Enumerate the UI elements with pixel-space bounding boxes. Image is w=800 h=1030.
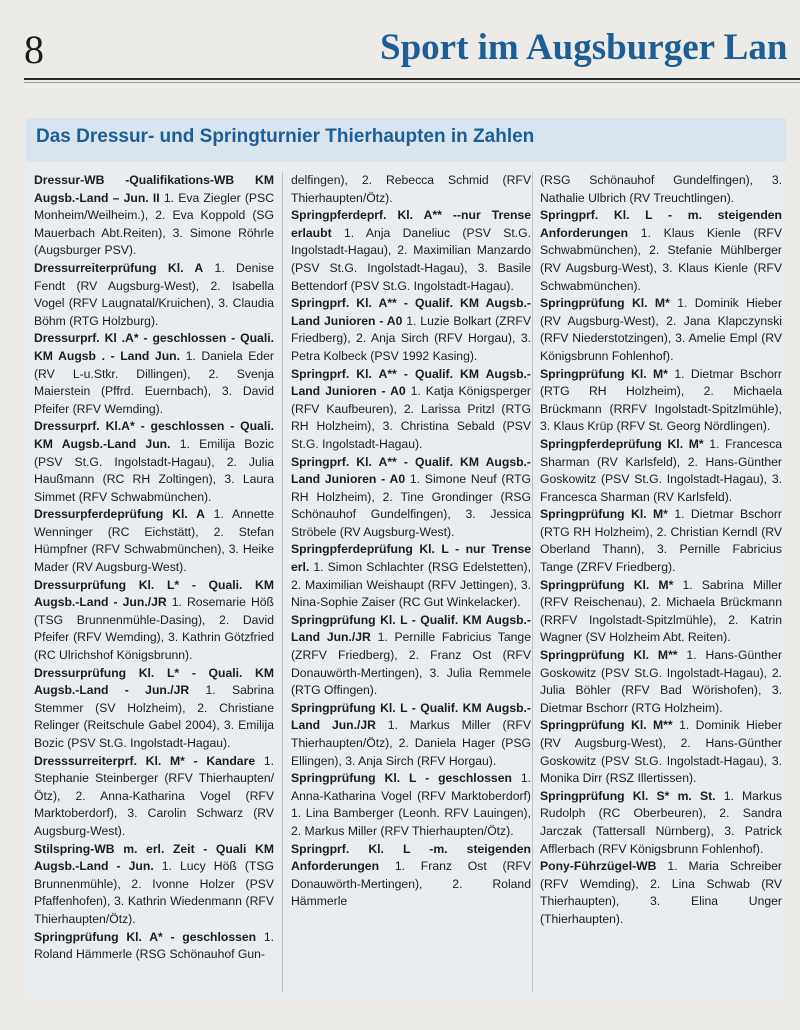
result-entry bbox=[34, 665, 274, 753]
result-entry bbox=[34, 418, 274, 506]
result-entry bbox=[540, 506, 782, 576]
result-entry bbox=[540, 858, 782, 928]
result-placings: 1. Pernille Fabricius Tange (ZRFV Friedberg), 2. Franz Ost (RFV Donauwörth-Mertingen), 3. Julia Remmele (RTG Offingen). bbox=[291, 630, 531, 698]
competition-heading: Dressurprf. Kl.A* - geschlossen - Quali. KM Augsb.-Land Jun. bbox=[34, 419, 274, 451]
result-placings: 1. Rosemarie Höß (TSG Brunnenmühle-Dasing), 2. David Pfeifer (RFV Wemding), 3. Kathrin Götzfried (RC Ulrichshof Königsbrunn). bbox=[34, 595, 274, 663]
competition-heading: Springpferdeprüfung Kl. M* bbox=[540, 436, 704, 451]
competition-heading: Dressurprüfung Kl. L* - Quali. KM Augsb.-Land - Jun./JR bbox=[34, 577, 274, 610]
competition-heading: Dressurreiterprüfung Kl. A bbox=[34, 260, 204, 275]
result-entry bbox=[291, 454, 531, 542]
result-entry bbox=[291, 541, 531, 611]
result-entry bbox=[291, 841, 531, 911]
result-entry bbox=[291, 612, 531, 700]
competition-heading: Springprf. Kl. L -m. steigenden Anforderungen bbox=[291, 841, 531, 874]
competition-heading: Springpferdeprüfung Kl. L - nur Trense erl. bbox=[291, 542, 531, 575]
box-title: Das Dressur- und Springturnier Thierhaupten in Zahlen bbox=[36, 126, 535, 147]
competition-heading: Springprüfung Kl. M* bbox=[540, 366, 668, 381]
result-placings: 1. Anja Daneliuc (PSV St.G. Ingolstadt-Hagau), 2. Maximilian Manzardo (PSV St.G. Ingolstadt-Hagau), 3. Basile Bettendorf (PSV St.G. Ingolstadt-Hagau). bbox=[291, 225, 531, 293]
header-rule-thin bbox=[24, 82, 800, 83]
running-head: Sport im Augsburger Lan bbox=[380, 27, 788, 68]
column-separator bbox=[532, 172, 533, 992]
result-placings: 1. Klaus Kienle (RFV Schwabmünchen), 2. Stefanie Mühlberger (RV Augsburg-West), 3. Klaus Kienle (RFV Schwabmünchen). bbox=[540, 225, 782, 293]
competition-heading: Springprf. Kl. A** - Qualif. KM Augsb.-Land Junioren - A0 bbox=[291, 366, 531, 399]
result-placings: 1. Katja Königsperger (RFV Kaufbeuren), 2. Larissa Pritzl (RTG RH Holzheim), 3. Christina Sebald (PSV St.G. Ingolstadt-Hagau). bbox=[291, 384, 531, 451]
result-entry bbox=[34, 260, 274, 330]
result-placings: 1. Annette Wenninger (RC Eichstätt), 2. Stefan Hümpfner (RFV Schwabmünchen), 3. Heike Mader (RV Augsburg-West). bbox=[34, 507, 274, 575]
competition-heading: Springprüfung Kl. M** bbox=[540, 718, 673, 733]
results-column-3 bbox=[540, 172, 782, 929]
competition-heading: Springpferdeprf. Kl. A** --nur Trense erlaubt bbox=[291, 208, 531, 240]
result-entry bbox=[291, 366, 531, 454]
competition-heading: Dressurprf. Kl .A* - geschlossen - Quali. KM Augsb . - Land Jun. bbox=[34, 331, 274, 363]
header-rule bbox=[24, 78, 800, 80]
competition-heading: Dresssurreiterprf. Kl. M* - Kandare bbox=[34, 753, 256, 768]
result-placings: 1. Dominik Hieber (RV Augsburg-West), 2. Jana Klapczynski (RFV Niederstotzingen), 3. Amelie Empl (RV Königsbrunn Fohlenhof). bbox=[540, 296, 783, 363]
competition-heading: Springprf. Kl. L - m. steigenden Anforderungen bbox=[540, 208, 782, 240]
competition-heading: Dressurpferdeprüfung Kl. A bbox=[34, 507, 205, 522]
result-entry bbox=[291, 700, 531, 770]
result-entry bbox=[34, 753, 274, 841]
competition-heading: Springprüfung Kl. M** bbox=[540, 648, 678, 663]
result-placings: 1. Francesca Sharman (RV Karlsfeld), 2. Hans-Günther Goskowitz (PSV St.G. Ingolstadt-Hagau), 3. Francesca Sharman (RV Karlsfeld). bbox=[540, 436, 782, 504]
result-entry bbox=[291, 172, 531, 207]
result-placings: 1. Stephanie Steinberger (RFV Thierhaupten/Ötz), 2. Anna-Katharina Vogel (RFV Marktoberdorf), 3. Carolin Schwarz (RV Augsburg-West). bbox=[34, 753, 274, 838]
result-placings: 1. Eva Ziegler (PSC Monheim/Weilheim.), 2. Eva Koppold (SG Mauerbach Abt.Reiten), 3. Simone Röhrle (Augsburger PSV). bbox=[34, 190, 274, 258]
result-placings: 1. Anna-Katharina Vogel (RFV Marktoberdorf) 1. Lina Bamberger (Leonh. RFV Lauingen), 2. Markus Miller (RFV Thierhaupten/Ötz). bbox=[291, 771, 531, 838]
result-placings: 1. Dietmar Bschorr (RTG RH Holzheim), 2. Michaela Brückmann (RRFV Ingolstadt-Spitzlmühle), 3. Klaus Krüp (RFV St. Georg Nördlingen). bbox=[540, 366, 782, 434]
result-entry bbox=[540, 207, 782, 295]
competition-heading: Springprüfung Kl. S* m. St. bbox=[540, 788, 716, 803]
result-placings: delfingen), 2. Rebecca Schmid (RFV Thierhaupten/Ötz). bbox=[291, 173, 531, 205]
competition-heading: Springprf. Kl. A** - Qualif. KM Augsb.-Land Junioren - A0 bbox=[291, 296, 531, 328]
result-entry bbox=[34, 929, 274, 964]
column-separator bbox=[282, 172, 283, 992]
result-placings: 1. Maria Schreiber (RFV Wemding), 2. Lina Schwab (RV Thierhaupten), 3. Elina Unger (Thierhaupten). bbox=[540, 859, 782, 926]
result-entry bbox=[540, 788, 782, 858]
result-placings: 1. Simon Schlachter (RSG Edelstetten), 2. Maximilian Weishaupt (RFV Jettingen), 3. Nina-Sophie Zaiser (RC Gut Winkelacker). bbox=[291, 560, 531, 610]
competition-heading: Pony-Führzügel-WB bbox=[540, 859, 657, 874]
result-entry bbox=[540, 717, 782, 787]
result-entry bbox=[34, 330, 274, 418]
result-placings: 1. Daniela Eder (RV L-u.Stkr. Dillingen), 2. Svenja Maierstein (Pffrd. Euernbach), 3. David Pfeifer (RFV Wemding). bbox=[34, 348, 274, 416]
competition-heading: Springprüfung Kl. L - Qualif. KM Augsb.-Land Jun./JR bbox=[291, 612, 531, 645]
result-placings: 1. Hans-Günther Goskowitz (PSV St.G. Ingolstadt-Hagau), 2. Julia Böhler (RFV Bad Wörishofen), 3. Dietmar Bschorr (RTG Holzheim). bbox=[540, 648, 782, 715]
competition-heading: Springprf. Kl. A** - Qualif. KM Augsb.-Land Junioren - A0 bbox=[291, 454, 531, 487]
result-entry bbox=[291, 207, 531, 295]
result-placings: 1. Roland Hämmerle (RSG Schönauhof Gun- bbox=[34, 929, 274, 962]
result-entry bbox=[34, 506, 274, 576]
result-entry bbox=[34, 172, 274, 260]
result-entry bbox=[540, 172, 782, 207]
result-entry bbox=[540, 366, 782, 436]
result-placings: 1. Denise Fendt (RV Augsburg-West), 2. Isabella Vogel (RFV Laugnatal/Kruichen), 3. Claudia Böhm (RTG Holzburg). bbox=[34, 260, 274, 328]
result-placings: 1. Sabrina Miller (RFV Reischenau), 2. Michaela Brückmann (RRFV Ingolstadt-Spitzlmühle), 2. Katrin Wagner (SV Holzheim Abt. Reiten). bbox=[540, 577, 782, 645]
result-entry bbox=[34, 577, 274, 665]
result-entry bbox=[540, 647, 782, 717]
page-number: 8 bbox=[24, 27, 44, 72]
result-entry bbox=[291, 770, 531, 840]
result-placings: 1. Simone Neuf (RTG RH Holzheim), 2. Tine Grondinger (RSG Schönauhof Gundelfingen), 3. Jessica Ströbele (RV Augsburg-West). bbox=[291, 472, 531, 539]
result-placings: 1. Franz Ost (RFV Donauwörth-Mertingen), 2. Roland Hämmerle bbox=[291, 859, 531, 909]
results-column-2 bbox=[291, 172, 531, 911]
result-placings: 1. Markus Rudolph (RC Oberbeuren), 2. Sandra Jarczak (Tattersall Nürnberg), 3. Patrick Afflerbach (RFV Königsbrunn Fohlenhof). bbox=[540, 788, 782, 856]
box-content bbox=[26, 162, 786, 998]
competition-heading: Springprüfung Kl. L - geschlossen bbox=[291, 771, 512, 786]
competition-heading: Dressurprüfung Kl. L* - Quali. KM Augsb.-Land - Jun./JR bbox=[34, 665, 274, 698]
result-entry bbox=[291, 295, 531, 365]
competition-heading: Springprüfung Kl. M* bbox=[540, 296, 670, 311]
results-box bbox=[26, 118, 786, 998]
competition-heading: Springprüfung Kl. A* - geschlossen bbox=[34, 929, 257, 944]
competition-heading: Dressur-WB -Qualifikations-WB KM Augsb.-Land – Jun. II bbox=[34, 173, 274, 205]
competition-heading: Springprüfung Kl. L - Qualif. KM Augsb.-Land Jun./JR bbox=[291, 700, 531, 733]
competition-heading: Springprüfung Kl. M* bbox=[540, 577, 674, 592]
competition-heading: Springprüfung Kl. M* bbox=[540, 507, 668, 522]
competition-heading: Stilspring-WB m. erl. Zeit - Quali KM Augsb.-Land - Jun. bbox=[34, 841, 274, 874]
result-placings: 1. Luzie Bolkart (ZRFV Friedberg), 2. Anja Sirch (RFV Horgau), 3. Petra Kolbeck (PSV 1992 Kasing). bbox=[291, 313, 531, 363]
result-placings: 1. Lucy Höß (TSG Brunnenmühle), 2. Ivonne Holzer (PSV Pfaffenhofen), 3. Kathrin Wiedenmann (RFV Thierhaupten/Ötz). bbox=[34, 859, 274, 926]
result-placings: (RSG Schönauhof Gundelfingen), 3. Nathalie Ulbrich (RV Treuchtlingen). bbox=[540, 173, 782, 205]
result-entry bbox=[540, 577, 782, 647]
result-placings: 1. Dominik Hieber (RV Augsburg-West), 2. Hans-Günther Goskowitz (PSV St.G. Ingolstadt-Hagau), 3. Monika Dirr (RSZ Illertissen). bbox=[540, 718, 782, 786]
results-column-1 bbox=[34, 172, 274, 964]
result-entry bbox=[540, 436, 782, 506]
result-placings: 1. Dietmar Bschorr (RTG RH Holzheim), 2. Christian Kerndl (RV Oberland Thann), 3. Pernille Fabricius Tange (ZRFV Friedberg). bbox=[540, 507, 782, 575]
result-placings: 1. Markus Miller (RFV Thierhaupten/Ötz), 2. Daniela Hager (PSG Ellingen), 3. Anja Sirch (RFV Horgau). bbox=[291, 718, 531, 768]
result-placings: 1. Sabrina Stemmer (SV Holzheim), 2. Christiane Relinger (Reitschule Gabel 2004), 3. Emilija Bozic (PSV St.G. Ingolstadt-Hagau). bbox=[34, 683, 274, 750]
result-entry bbox=[34, 841, 274, 929]
result-placings: 1. Emilija Bozic (PSV St.G. Ingolstadt-Hagau), 2. Julia Haußmann (RC RH Zoltingen), 3. Laura Simmet (RFV Schwabmünchen). bbox=[34, 436, 275, 504]
result-entry bbox=[540, 295, 782, 365]
